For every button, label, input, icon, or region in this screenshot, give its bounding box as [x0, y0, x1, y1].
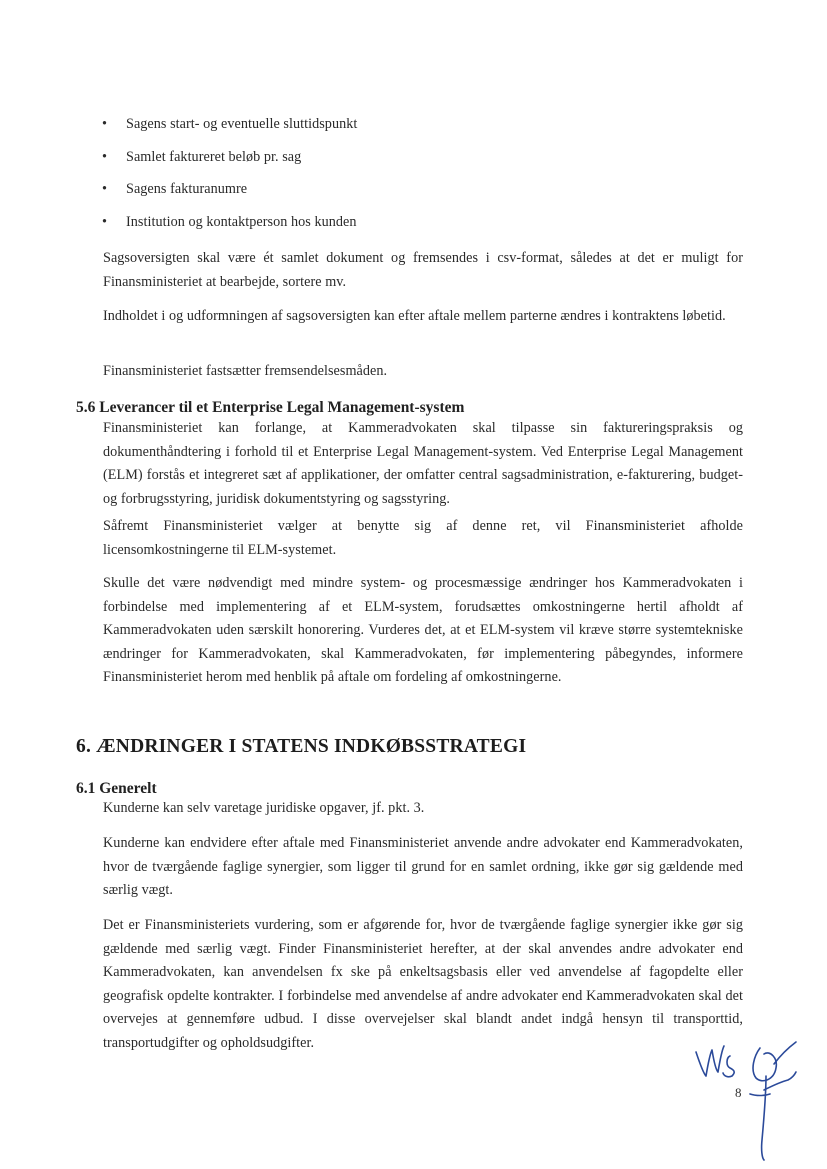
paragraph-csv-format: Sagsoversigten skal være ét samlet dokument og fremsendes i csv-format, således at det er muligt for Finansministeriet at bearbejde, sortere mv.	[103, 250, 743, 290]
paragraph-elm-license: Såfremt Finansministeriet vælger at benytte sig af denne ret, vil Finansministeriet afholde licensomkostningerne til ELM-systemet.	[103, 518, 743, 558]
paragraph-content-changes: Indholdet i og udformningen af sagsoversigten kan efter aftale mellem parterne ændres i kontraktens løbetid.	[103, 308, 726, 324]
paragraph-other-lawyers: Kunderne kan endvidere efter aftale med Finansministeriet anvende andre advokater end Kammeradvokaten, hvor de tværgående faglige synergier, som ligger til grund for en samlet ordning, ikke gør sig gældende med særlig vægt.	[103, 835, 743, 898]
section-heading-6-1: 6.1 Generelt	[76, 780, 157, 797]
bullet-text: Sagens fakturanumre	[126, 181, 248, 197]
list-item	[100, 113, 740, 146]
paragraph-delivery-method: Finansministeriet fastsætter fremsendelsesmåden.	[103, 363, 388, 379]
bullet-marker: •	[102, 181, 108, 197]
bullet-text: Institution og kontaktperson hos kunden	[126, 213, 357, 230]
bullet-marker: •	[102, 116, 108, 132]
bullet-marker: •	[102, 213, 108, 230]
bullet-list	[100, 113, 740, 243]
list-item	[100, 211, 740, 244]
page-number: 8	[735, 1085, 742, 1100]
list-item	[100, 178, 740, 211]
chapter-heading-6: 6. ÆNDRINGER I STATENS INDKØBSSTRATEGI	[76, 736, 527, 757]
list-item	[100, 146, 740, 179]
paragraph-elm-intro: Finansministeriet kan forlange, at Kammeradvokaten skal tilpasse sin faktureringspraksis og dokumenthåndtering i forhold til et Enterprise Legal Management-system. Ved Enterprise Legal Management (ELM) forstås et integreret sæt af applikationer, der omfatter central sagsadministration, e-fakturering, budget- og forbrugsstyring, juridisk dokumentstyring og sagsstyring.	[103, 420, 743, 507]
bullet-marker: •	[102, 148, 108, 165]
handwritten-initials-signature	[690, 1020, 810, 1165]
paragraph-elm-costs: Skulle det være nødvendigt med mindre system- og procesmæssige ændringer hos Kammeradvokaten i forbindelse med implementering af et ELM-system, forudsættes omkostningerne hertil afholdt af Kammeradvokaten uden særskilt honorering. Vurderes det, at et ELM-system vil kræve større systemtekniske ændringer for Kammeradvokaten, skal Kammeradvokaten, før implementering påbegyndes, informere Finansministeriet herom med henblik på aftale om fordeling af omkostningerne.	[103, 575, 743, 685]
section-heading-5-6: 5.6 Leverancer til et Enterprise Legal Management-system	[76, 399, 465, 416]
paragraph-assessment: Det er Finansministeriets vurdering, som er afgørende for, hvor de tværgående faglige synergier ikke gør sig gældende med særlig vægt. Finder Finansministeriet herefter, at der skal anvendes andre advokater end Kammeradvokaten, kan anvendelsen fx ske på enkeltsagsbasis eller ved anvendelse af fagopdelte eller geografisk opdelte kontrakter. I forbindelse med anvendelse af andre advokater end Kammeradvokaten skal det overvejes at gennemføre udbud. I disse overvejelser skal blandt andet indgå hensyn til transporttid, transportudgifter og opholdsudgifter.	[103, 917, 743, 1051]
bullet-text: Samlet faktureret beløb pr. sag	[126, 148, 302, 165]
paragraph-own-tasks: Kunderne kan selv varetage juridiske opgaver, jf. pkt. 3.	[103, 800, 425, 816]
bullet-text: Sagens start- og eventuelle sluttidspunkt	[126, 116, 358, 132]
